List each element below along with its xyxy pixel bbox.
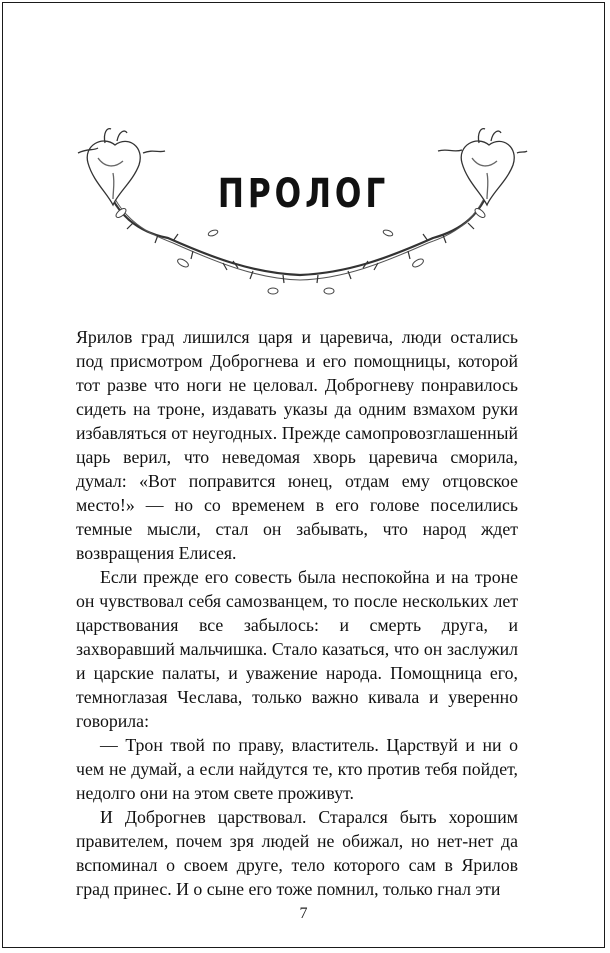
paragraph: И Доброгнев царствовал. Старался быть хорошим правителем, почем зря людей не обижал, но нет-нет да вспоминал о своем друге, тело которого сам в Ярилов град принес. И о сыне его тоже помнил, только гнал эти [76, 807, 518, 899]
paragraph: Ярилов град лишился царя и царевича, люди остались под присмотром Доброгнева и его помощницы, которой тот разве что ноги не целовал. Доброгневу понравилось сидеть на троне, издавать указы да одним взмахом руки избавляться от неугодных. Прежде самопровозглашенный царь верил, что неведомая хворь царевича сморила, думал: «Вот поправится юнец, отдам ему отцовское место!» — но со временем в его голове поселились темные мысли, стал он забывать, что народ ждет возвращения Елисея. [76, 327, 518, 563]
body-text [76, 325, 518, 901]
page-number: 7 [299, 905, 308, 922]
paragraph: Если прежде его совесть была неспокойна и на троне он чувствовал себя самозванцем, то после нескольких лет царствования все забылось: и смерть друга, и захворавший мальчишка. Стало казаться, что он заслужил и царские палаты, и уважение народа. Помощница его, темноглазая Чеслава, только важно кивала и уверенно говорила: [76, 567, 518, 731]
chapter-title: ПРОЛОГ [217, 171, 390, 217]
paragraph: — Трон твой по праву, властитель. Царствуй и ни о чем не думай, а если найдутся те, кто против тебя пойдет, недолго они на этом свете проживут. [76, 735, 518, 803]
book-page [2, 2, 605, 948]
